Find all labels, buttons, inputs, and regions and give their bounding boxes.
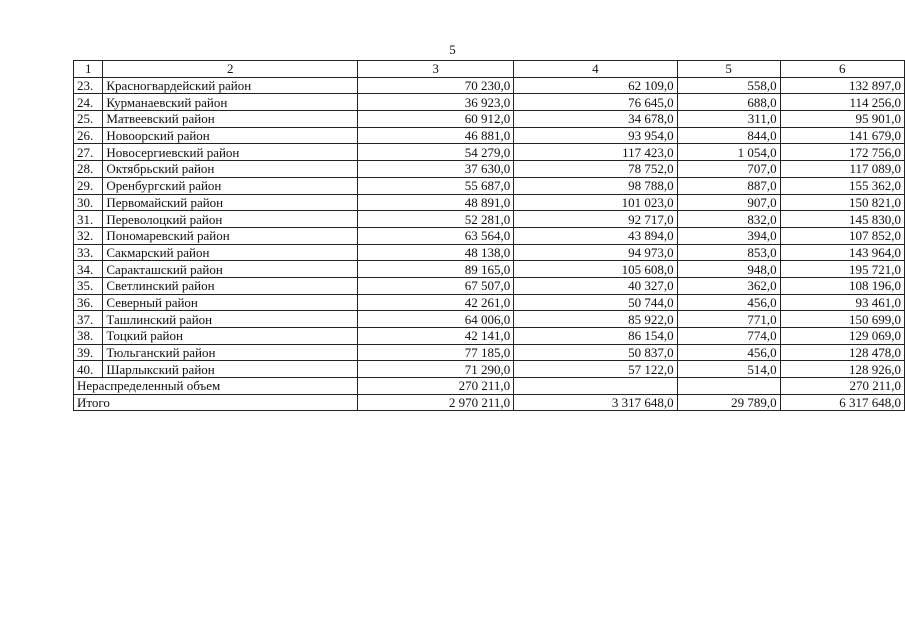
district-name: Пономаревский район — [103, 227, 358, 244]
total-c5: 29 789,0 — [677, 394, 780, 411]
total-c6: 6 317 648,0 — [780, 394, 904, 411]
value-col-5: 853,0 — [677, 244, 780, 261]
value-col-5: 688,0 — [677, 94, 780, 111]
table-row — [74, 361, 905, 378]
value-col-4: 93 954,0 — [514, 127, 677, 144]
value-col-4: 98 788,0 — [514, 177, 677, 194]
row-number: 23. — [74, 77, 103, 94]
value-col-6: 114 256,0 — [780, 94, 904, 111]
value-col-4: 34 678,0 — [514, 111, 677, 128]
value-col-3: 52 281,0 — [358, 211, 514, 228]
value-col-4: 101 023,0 — [514, 194, 677, 211]
value-col-6: 150 699,0 — [780, 311, 904, 328]
value-col-6: 132 897,0 — [780, 77, 904, 94]
district-name: Шарлыкский район — [103, 361, 358, 378]
value-col-4: 117 423,0 — [514, 144, 677, 161]
header-cell-1: 1 — [74, 61, 103, 78]
value-col-3: 55 687,0 — [358, 177, 514, 194]
table-row — [74, 244, 905, 261]
table-row — [74, 294, 905, 311]
value-col-6: 129 069,0 — [780, 328, 904, 345]
header-cell-5: 5 — [677, 61, 780, 78]
value-col-6: 145 830,0 — [780, 211, 904, 228]
value-col-6: 155 362,0 — [780, 177, 904, 194]
value-col-4: 76 645,0 — [514, 94, 677, 111]
value-col-6: 95 901,0 — [780, 111, 904, 128]
district-name: Переволоцкий район — [103, 211, 358, 228]
value-col-5: 456,0 — [677, 344, 780, 361]
value-col-6: 195 721,0 — [780, 261, 904, 278]
value-col-3: 89 165,0 — [358, 261, 514, 278]
table-row — [74, 328, 905, 345]
value-col-6: 107 852,0 — [780, 227, 904, 244]
value-col-4: 78 752,0 — [514, 161, 677, 178]
row-number: 28. — [74, 161, 103, 178]
value-col-3: 77 185,0 — [358, 344, 514, 361]
value-col-4: 105 608,0 — [514, 261, 677, 278]
table-row — [74, 344, 905, 361]
unallocated-row — [74, 378, 905, 395]
value-col-5: 1 054,0 — [677, 144, 780, 161]
value-col-3: 67 507,0 — [358, 277, 514, 294]
district-name: Ташлинский район — [103, 311, 358, 328]
value-col-5: 456,0 — [677, 294, 780, 311]
value-col-5: 311,0 — [677, 111, 780, 128]
header-cell-2: 2 — [103, 61, 358, 78]
row-number: 36. — [74, 294, 103, 311]
unallocated-c4 — [514, 378, 677, 395]
district-name: Оренбургский район — [103, 177, 358, 194]
value-col-6: 143 964,0 — [780, 244, 904, 261]
value-col-6: 150 821,0 — [780, 194, 904, 211]
value-col-3: 60 912,0 — [358, 111, 514, 128]
district-name: Новосергиевский район — [103, 144, 358, 161]
value-col-4: 50 744,0 — [514, 294, 677, 311]
value-col-3: 54 279,0 — [358, 144, 514, 161]
value-col-4: 57 122,0 — [514, 361, 677, 378]
district-name: Тоцкий район — [103, 328, 358, 345]
value-col-6: 141 679,0 — [780, 127, 904, 144]
value-col-5: 948,0 — [677, 261, 780, 278]
table-row — [74, 261, 905, 278]
value-col-5: 887,0 — [677, 177, 780, 194]
value-col-5: 514,0 — [677, 361, 780, 378]
value-col-3: 64 006,0 — [358, 311, 514, 328]
value-col-4: 50 837,0 — [514, 344, 677, 361]
table-row — [74, 211, 905, 228]
value-col-4: 85 922,0 — [514, 311, 677, 328]
value-col-5: 832,0 — [677, 211, 780, 228]
header-cell-6: 6 — [780, 61, 904, 78]
row-number: 35. — [74, 277, 103, 294]
value-col-6: 117 089,0 — [780, 161, 904, 178]
total-row — [74, 394, 905, 411]
row-number: 25. — [74, 111, 103, 128]
value-col-5: 558,0 — [677, 77, 780, 94]
value-col-4: 62 109,0 — [514, 77, 677, 94]
value-col-5: 907,0 — [677, 194, 780, 211]
value-col-3: 63 564,0 — [358, 227, 514, 244]
table-row — [74, 77, 905, 94]
row-number: 40. — [74, 361, 103, 378]
unallocated-c5 — [677, 378, 780, 395]
header-cell-3: 3 — [358, 61, 514, 78]
district-name: Новоорский район — [103, 127, 358, 144]
district-name: Матвеевский район — [103, 111, 358, 128]
district-name: Светлинский район — [103, 277, 358, 294]
table-row — [74, 161, 905, 178]
table-row — [74, 311, 905, 328]
district-name: Октябрьский район — [103, 161, 358, 178]
district-name: Саракташский район — [103, 261, 358, 278]
value-col-4: 94 973,0 — [514, 244, 677, 261]
value-col-6: 128 926,0 — [780, 361, 904, 378]
value-col-3: 48 891,0 — [358, 194, 514, 211]
row-number: 24. — [74, 94, 103, 111]
row-number: 27. — [74, 144, 103, 161]
unallocated-label: Нераспределенный объем — [74, 378, 358, 395]
district-name: Первомайский район — [103, 194, 358, 211]
value-col-5: 394,0 — [677, 227, 780, 244]
value-col-3: 36 923,0 — [358, 94, 514, 111]
value-col-3: 70 230,0 — [358, 77, 514, 94]
district-name: Сакмарский район — [103, 244, 358, 261]
table-row — [74, 127, 905, 144]
value-col-6: 128 478,0 — [780, 344, 904, 361]
row-number: 31. — [74, 211, 103, 228]
value-col-5: 707,0 — [677, 161, 780, 178]
table-row — [74, 227, 905, 244]
value-col-4: 92 717,0 — [514, 211, 677, 228]
district-name: Курманаевский район — [103, 94, 358, 111]
table-row — [74, 177, 905, 194]
value-col-4: 86 154,0 — [514, 328, 677, 345]
unallocated-c3: 270 211,0 — [358, 378, 514, 395]
district-name: Тюльганский район — [103, 344, 358, 361]
unallocated-c6: 270 211,0 — [780, 378, 904, 395]
value-col-3: 46 881,0 — [358, 127, 514, 144]
table-row — [74, 94, 905, 111]
value-col-5: 362,0 — [677, 277, 780, 294]
value-col-5: 771,0 — [677, 311, 780, 328]
value-col-5: 844,0 — [677, 127, 780, 144]
value-col-3: 37 630,0 — [358, 161, 514, 178]
value-col-6: 93 461,0 — [780, 294, 904, 311]
row-number: 32. — [74, 227, 103, 244]
header-cell-4: 4 — [514, 61, 677, 78]
district-name: Северный район — [103, 294, 358, 311]
row-number: 38. — [74, 328, 103, 345]
total-label: Итого — [74, 394, 358, 411]
row-number: 37. — [74, 311, 103, 328]
value-col-3: 48 138,0 — [358, 244, 514, 261]
row-number: 39. — [74, 344, 103, 361]
row-number: 26. — [74, 127, 103, 144]
total-c3: 2 970 211,0 — [358, 394, 514, 411]
total-c4: 3 317 648,0 — [514, 394, 677, 411]
value-col-3: 42 261,0 — [358, 294, 514, 311]
header-row — [74, 61, 905, 78]
row-number: 34. — [74, 261, 103, 278]
value-col-6: 172 756,0 — [780, 144, 904, 161]
budget-table — [73, 60, 905, 411]
table-row — [74, 277, 905, 294]
district-name: Красногвардейский район — [103, 77, 358, 94]
value-col-3: 42 141,0 — [358, 328, 514, 345]
value-col-3: 71 290,0 — [358, 361, 514, 378]
row-number: 33. — [74, 244, 103, 261]
value-col-5: 774,0 — [677, 328, 780, 345]
page-number: 5 — [449, 42, 456, 57]
row-number: 29. — [74, 177, 103, 194]
value-col-4: 40 327,0 — [514, 277, 677, 294]
table-row — [74, 144, 905, 161]
row-number: 30. — [74, 194, 103, 211]
table-row — [74, 194, 905, 211]
value-col-6: 108 196,0 — [780, 277, 904, 294]
value-col-4: 43 894,0 — [514, 227, 677, 244]
table-row — [74, 111, 905, 128]
